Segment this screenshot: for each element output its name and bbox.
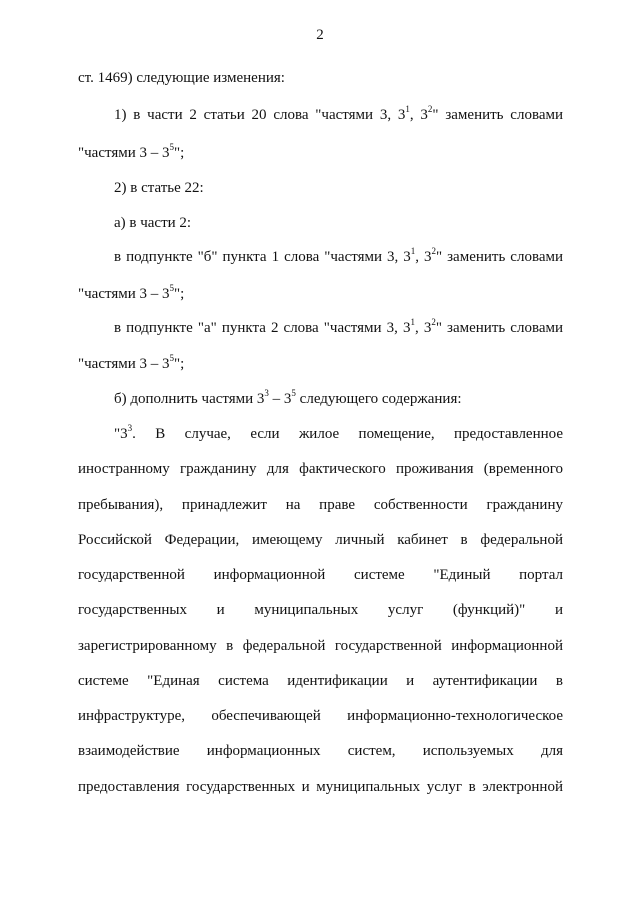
text-line: пребывания), принадлежит на праве собственности гражданину (78, 497, 563, 513)
text-line: инфраструктуре, обеспечивающей информационно-технологическое (78, 708, 563, 724)
text-line: в подпункте "б" пункта 1 слова "частями 3, $3^1$, $3^2$" заменить словами (114, 246, 564, 265)
text-line: государственной информационной системе "Единый портал (78, 567, 563, 583)
text-line: предоставления государственных и муниципальных услуг в электронной (78, 779, 563, 795)
text-line: взаимодействие информационных систем, используемых для (78, 743, 563, 759)
text-line: 2) в статье 22: (114, 180, 204, 196)
text-line: ст. 1469) следующие изменения: (78, 70, 285, 86)
text-line: Российской Федерации, имеющему личный кабинет в федеральной (78, 532, 563, 548)
text-line: "$3^3$. В случае, если жилое помещение, предоставленное (114, 423, 563, 442)
text-line: зарегистрированному в федеральной государственной информационной (78, 638, 563, 654)
text-line: б) дополнить частями $3^3 - 3^5$ следующего содержания: (114, 388, 462, 407)
text-line: иностранному гражданину для фактического проживания (временного (78, 461, 563, 477)
text-line: государственных и муниципальных услуг (функций)" и (78, 602, 563, 618)
text-line: а) в части 2: (114, 215, 192, 231)
text-line: системе "Единая система идентификации и аутентификации в (78, 673, 563, 689)
text-line: "частями $3 - 3^5$"; (78, 353, 185, 372)
text-line: в подпункте "а" пункта 2 слова "частями 3, $3^1$, $3^2$" заменить словами (114, 317, 564, 336)
text-line: "частями $3 - 3^5$"; (78, 283, 185, 302)
text-line: "частями $3 - 3^5$"; (78, 142, 185, 161)
page-number: 2 (316, 27, 324, 43)
text-line: 1) в части 2 статьи 20 слова "частями 3, $3^1$, $3^2$" заменить словами (114, 104, 564, 123)
